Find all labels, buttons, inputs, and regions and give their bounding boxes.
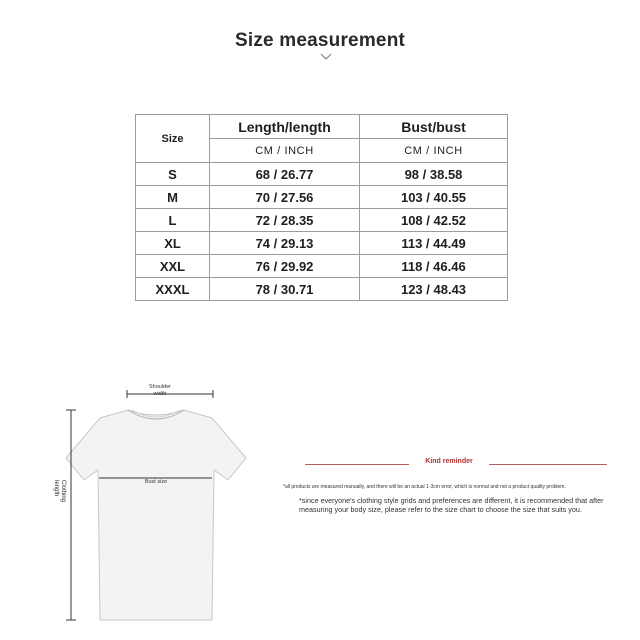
table-row [136, 278, 508, 301]
length-unit-label: CM / INCH [210, 139, 360, 163]
bust-cell: 108 / 42.52 [360, 209, 508, 232]
bust-cell: 103 / 40.55 [360, 186, 508, 209]
clothing-length-label: Clothing [60, 480, 66, 503]
length-cell: 78 / 30.71 [210, 278, 360, 301]
length-column-header: Length/length [210, 115, 360, 139]
size-cell: XXXL [136, 278, 210, 301]
page-title: Size measurement [234, 30, 406, 51]
table-row [136, 209, 508, 232]
length-cell: 70 / 27.56 [210, 186, 360, 209]
length-cell: 68 / 26.77 [210, 163, 360, 186]
t-shirt-diagram [0, 370, 290, 640]
bust-cell: 118 / 46.46 [360, 255, 508, 278]
chevron-down-icon [319, 52, 333, 62]
bust-size-label: Bust size [144, 479, 168, 485]
size-column-header: Size [136, 115, 210, 163]
size-cell: L [136, 209, 210, 232]
size-cell: S [136, 163, 210, 186]
length-cell: 76 / 29.92 [210, 255, 360, 278]
bust-cell: 113 / 44.49 [360, 232, 508, 255]
size-cell: XL [136, 232, 210, 255]
shoulder-width-label: Shoulder [148, 384, 172, 390]
bust-unit-label: CM / INCH [360, 139, 508, 163]
table-row [136, 186, 508, 209]
clothing-length-label-2: length [53, 480, 59, 497]
table-row [136, 255, 508, 278]
length-cell: 74 / 29.13 [210, 232, 360, 255]
table-row [136, 163, 508, 186]
bust-cell: 98 / 38.58 [360, 163, 508, 186]
length-cell: 72 / 28.35 [210, 209, 360, 232]
measurement-error-note: *all products are measured manually, and there will be an actual 1-3cm error, which is normal and not a product quality problem. [283, 484, 566, 490]
kind-reminder-title: Kind reminder [425, 458, 473, 465]
size-cell: M [136, 186, 210, 209]
t-shirt-illustration [66, 410, 246, 620]
table-row [136, 232, 508, 255]
size-chart-table [135, 114, 508, 301]
divider-right [489, 464, 607, 465]
size-cell: XXL [136, 255, 210, 278]
divider-left [305, 464, 409, 465]
size-advice-note: *since everyone's clothing style grids and preferences are different, it is recommended that after measuring your body size, please refer to the size chart to choose the size that suits you. [299, 496, 604, 514]
shoulder-width-label-2: width [153, 391, 167, 397]
bust-cell: 123 / 48.43 [360, 278, 508, 301]
bust-column-header: Bust/bust [360, 115, 508, 139]
